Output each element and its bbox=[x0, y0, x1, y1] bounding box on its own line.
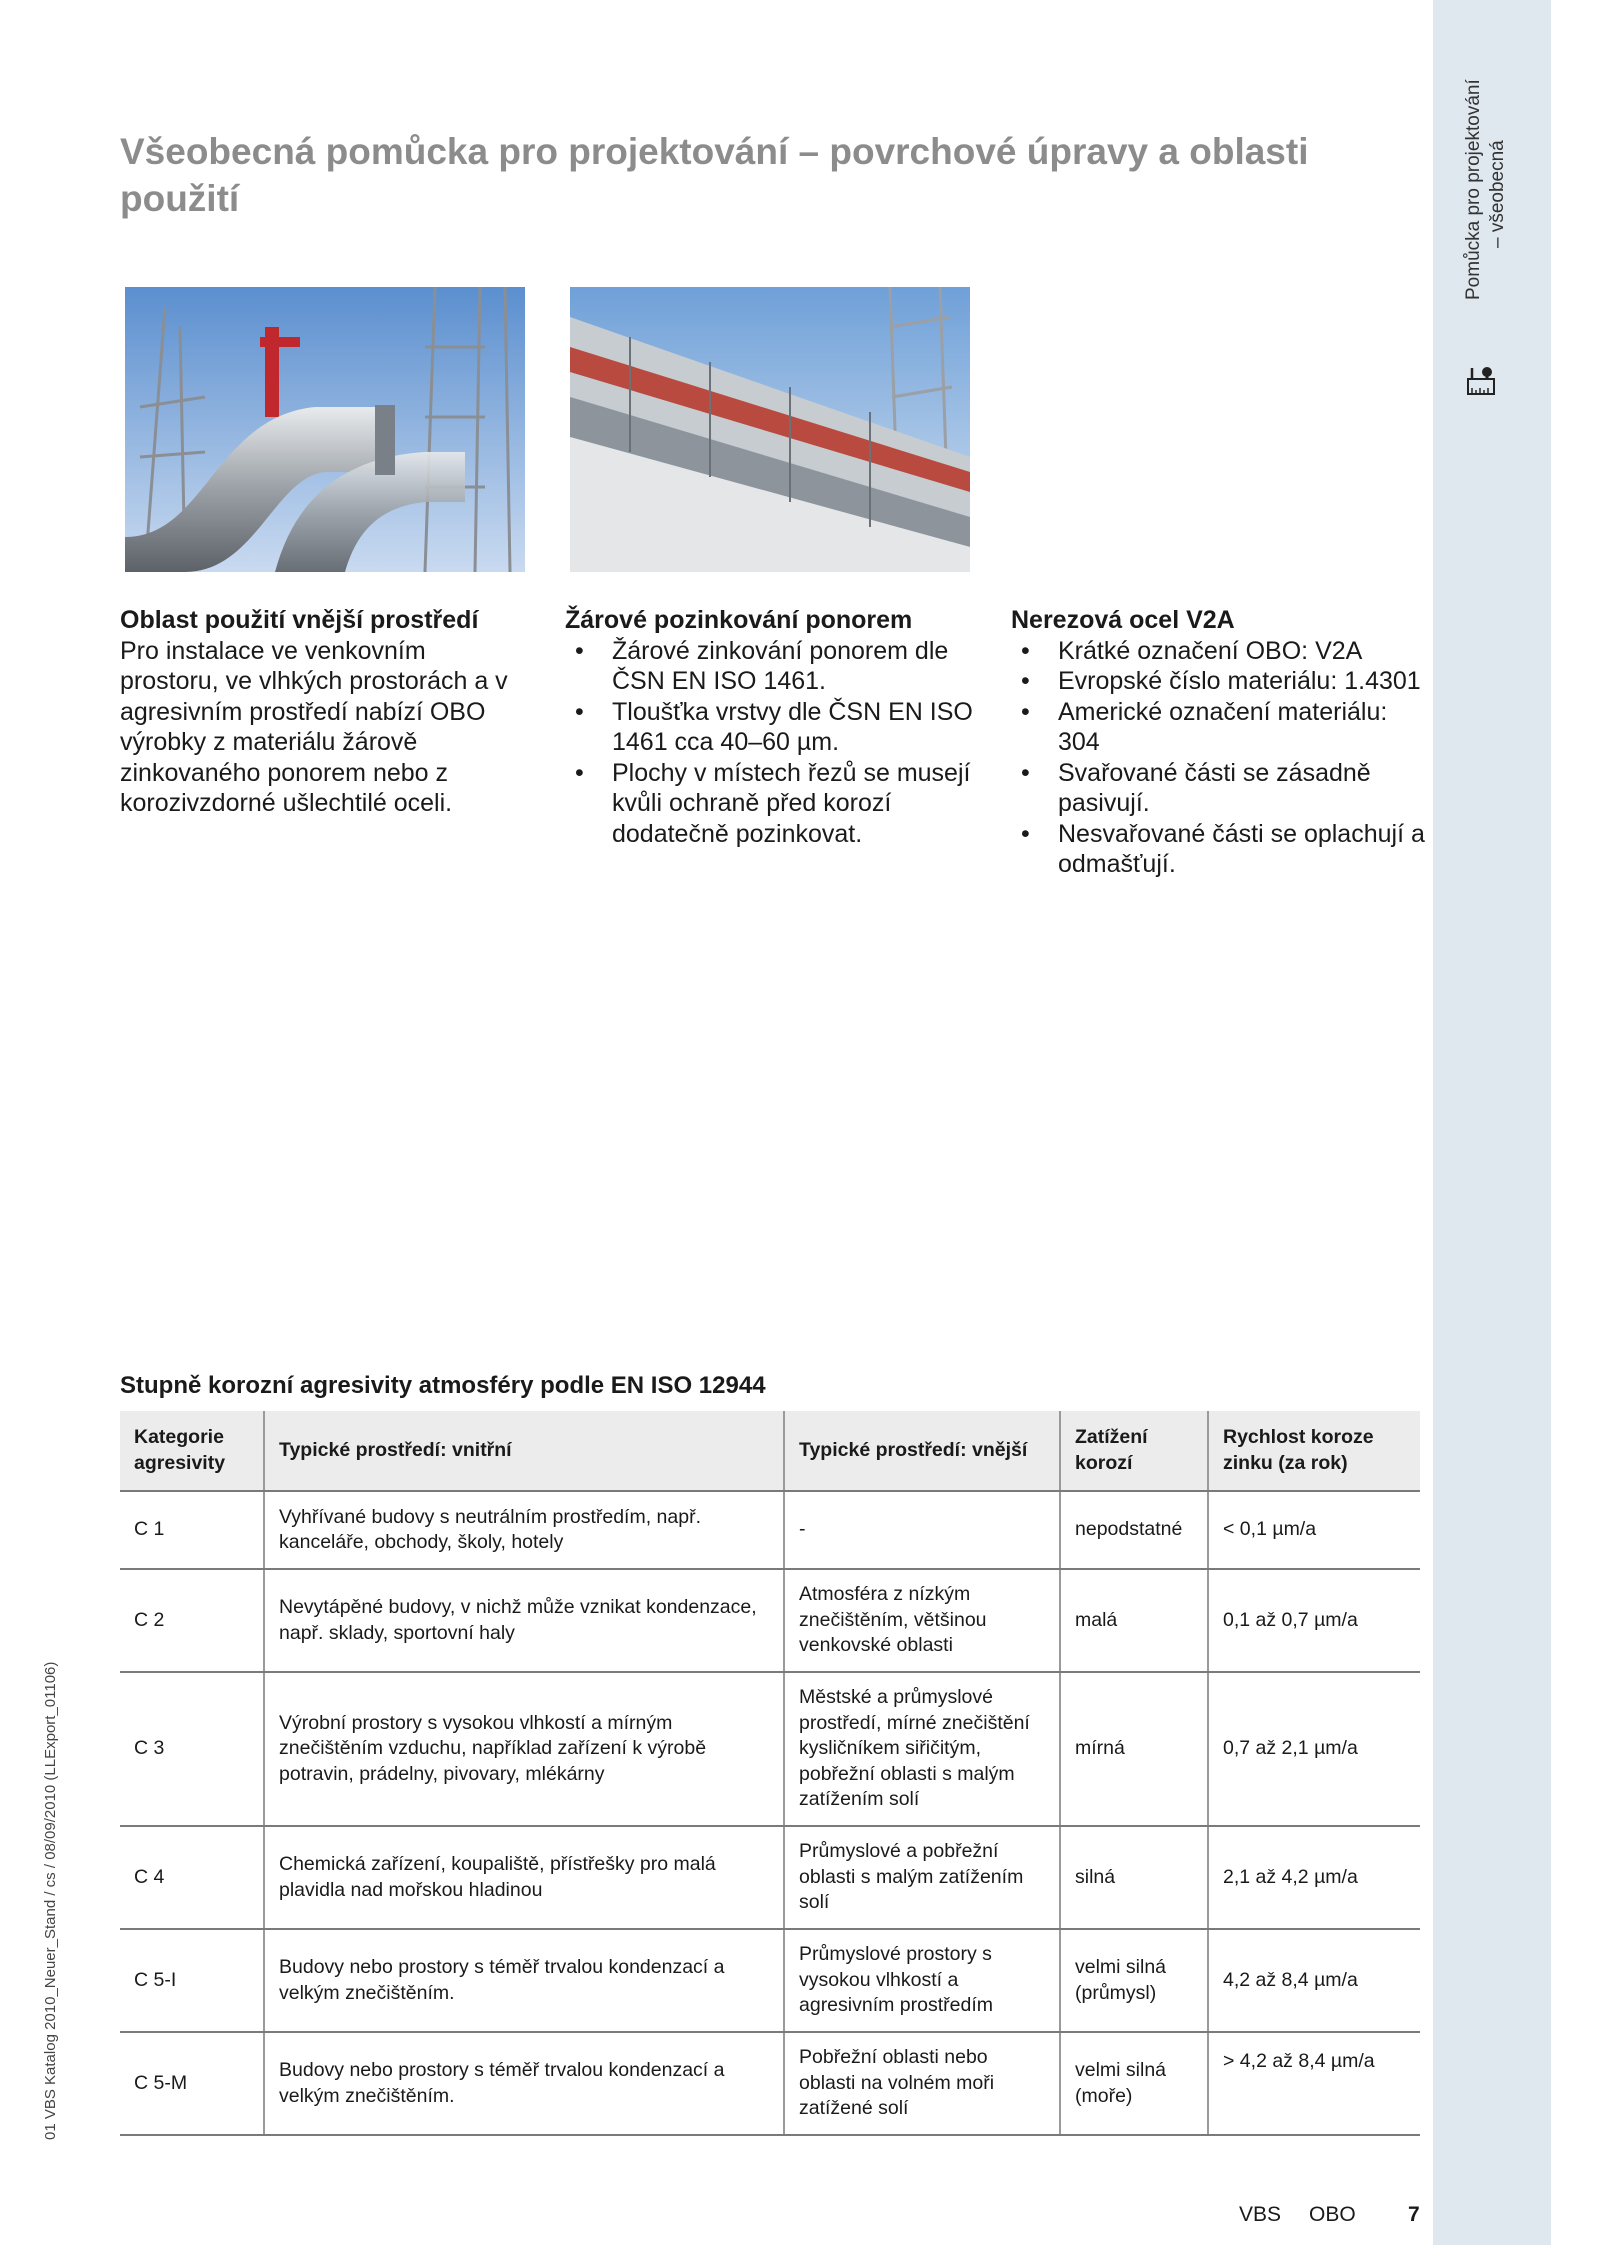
cell-rate: 0,1 až 0,7 µm/a bbox=[1208, 1569, 1420, 1672]
cell-category: C 2 bbox=[120, 1569, 264, 1672]
corrosion-table bbox=[120, 1411, 1420, 2136]
table-row bbox=[120, 1929, 1420, 2032]
list-item: • Evropské číslo materiálu: 1.4301 bbox=[1011, 666, 1426, 697]
hot-dip-galvanizing-section bbox=[565, 605, 975, 849]
cell-indoor: Budovy nebo prostory s téměř trvalou kondenzací a velkým znečištěním. bbox=[264, 1929, 784, 2032]
cell-rate: > 4,2 až 8,4 µm/a bbox=[1208, 2032, 1420, 2135]
cell-category: C 3 bbox=[120, 1672, 264, 1826]
cell-outdoor: - bbox=[784, 1491, 1060, 1569]
list-item: • Žárové zinkování ponorem dle ČSN EN ISO 1461. bbox=[565, 636, 975, 697]
cell-load: silná bbox=[1060, 1826, 1208, 1929]
cell-rate: 2,1 až 4,2 µm/a bbox=[1208, 1826, 1420, 1929]
cell-indoor: Budovy nebo prostory s téměř trvalou kondenzací a velkým znečištěním. bbox=[264, 2032, 784, 2135]
cell-indoor: Výrobní prostory s vysokou vlhkostí a mírným znečištěním vzduchu, například zařízení k výrobě potravin, prádelny, pivovary, mlékárny bbox=[264, 1672, 784, 1826]
cell-rate: < 0,1 µm/a bbox=[1208, 1491, 1420, 1569]
stainless-steel-list bbox=[1011, 636, 1426, 880]
planning-tools-icon bbox=[1466, 366, 1496, 396]
list-item: • Plochy v místech řezů se musejí kvůli ochraně před korozí dodatečně pozinkovat. bbox=[565, 758, 975, 850]
outdoor-use-heading: Oblast použití vnější prostředí bbox=[120, 606, 479, 634]
cell-category: C 1 bbox=[120, 1491, 264, 1569]
cell-load: nepodstatné bbox=[1060, 1491, 1208, 1569]
footer-brand-obo: OBO bbox=[1309, 2203, 1356, 2226]
sidebar-line-1: Pomůcka pro projektování bbox=[1463, 79, 1484, 300]
stainless-steel-section bbox=[1011, 605, 1426, 880]
outdoor-use-text: Pro instalace ve venkovním prostoru, ve vlhkých prostorách a v agresivním prostředí nabízí OBO výrobky z materiálu žárově zinkovaného ponorem nebo z korozivzdorné ušlechtilé oceli. bbox=[120, 636, 508, 817]
cell-rate: 0,7 až 2,1 µm/a bbox=[1208, 1672, 1420, 1826]
page-title: Všeobecná pomůcka pro projektování – povrchové úpravy a oblasti použití bbox=[120, 131, 1309, 219]
table-row bbox=[120, 1672, 1420, 1826]
cell-indoor: Vyhřívané budovy s neutrálním prostředím, např. kanceláře, obchody, školy, hotely bbox=[264, 1491, 784, 1569]
header-rate: Rychlost koroze zinku (za rok) bbox=[1208, 1411, 1420, 1491]
cell-category: C 5-M bbox=[120, 2032, 264, 2135]
corrosion-table-title: Stupně korozní agresivity atmosféry podle EN ISO 12944 bbox=[120, 1372, 766, 1399]
list-item: • Krátké označení OBO: V2A bbox=[1011, 636, 1426, 667]
table-header-row bbox=[120, 1411, 1420, 1491]
cell-rate: 4,2 až 8,4 µm/a bbox=[1208, 1929, 1420, 2032]
cell-outdoor: Průmyslové prostory s vysokou vlhkostí a agresivním prostředím bbox=[784, 1929, 1060, 2032]
hot-dip-galvanizing-list bbox=[565, 636, 975, 850]
table-row bbox=[120, 1569, 1420, 1672]
header-category: Kategorie agresivity bbox=[120, 1411, 264, 1491]
cell-indoor: Chemická zařízení, koupaliště, přístřešky pro malá plavidla nad mořskou hladinou bbox=[264, 1826, 784, 1929]
page-number: 7 bbox=[1408, 2203, 1420, 2226]
list-item: • Tloušťka vrstvy dle ČSN EN ISO 1461 cca 40–60 µm. bbox=[565, 697, 975, 758]
sidebar-band bbox=[1433, 0, 1551, 2245]
table-row bbox=[120, 1826, 1420, 1929]
cell-load: velmi silná (průmysl) bbox=[1060, 1929, 1208, 2032]
cell-outdoor: Průmyslové a pobřežní oblasti s malým zatížením solí bbox=[784, 1826, 1060, 1929]
sidebar-line-2: – všeobecná bbox=[1487, 140, 1508, 248]
cell-load: velmi silná (moře) bbox=[1060, 2032, 1208, 2135]
cell-outdoor: Atmosféra z nízkým znečištěním, většinou venkovské oblasti bbox=[784, 1569, 1060, 1672]
stainless-steel-heading: Nerezová ocel V2A bbox=[1011, 606, 1235, 634]
cell-outdoor: Pobřežní oblasti nebo oblasti na volném moři zatížené solí bbox=[784, 2032, 1060, 2135]
list-item: • Americké označení materiálu: 304 bbox=[1011, 697, 1426, 758]
cable-tray-structure-photo bbox=[570, 287, 970, 572]
footer-brand-vbs: VBS bbox=[1239, 2203, 1282, 2226]
table-row bbox=[120, 1491, 1420, 1569]
header-indoor: Typické prostředí: vnitřní bbox=[264, 1411, 784, 1491]
cell-load: mírná bbox=[1060, 1672, 1208, 1826]
cell-indoor: Nevytápěné budovy, v nichž může vznikat kondenzace, např. sklady, sportovní haly bbox=[264, 1569, 784, 1672]
header-outdoor: Typické prostředí: vnější bbox=[784, 1411, 1060, 1491]
list-item: • Nesvařované části se oplachují a odmašťují. bbox=[1011, 819, 1426, 880]
table-row bbox=[120, 2032, 1420, 2135]
outdoor-use-section bbox=[120, 605, 530, 819]
document-meta: 01 VBS Katalog 2010_Neuer_Stand / cs / 08/09/2010 (LLExport_01106) bbox=[42, 1661, 59, 2140]
industrial-pipes-photo bbox=[125, 287, 525, 572]
list-item: • Svařované části se zásadně pasivují. bbox=[1011, 758, 1426, 819]
cell-category: C 5-I bbox=[120, 1929, 264, 2032]
header-load: Zatížení korozí bbox=[1060, 1411, 1208, 1491]
sidebar-section-label bbox=[1462, 40, 1524, 300]
cell-load: malá bbox=[1060, 1569, 1208, 1672]
hot-dip-galvanizing-heading: Žárové pozinkování ponorem bbox=[565, 606, 913, 634]
cell-category: C 4 bbox=[120, 1826, 264, 1929]
cell-outdoor: Městské a průmyslové prostředí, mírné znečištění kysličníkem siřičitým, pobřežní oblasti s malým zatížením solí bbox=[784, 1672, 1060, 1826]
